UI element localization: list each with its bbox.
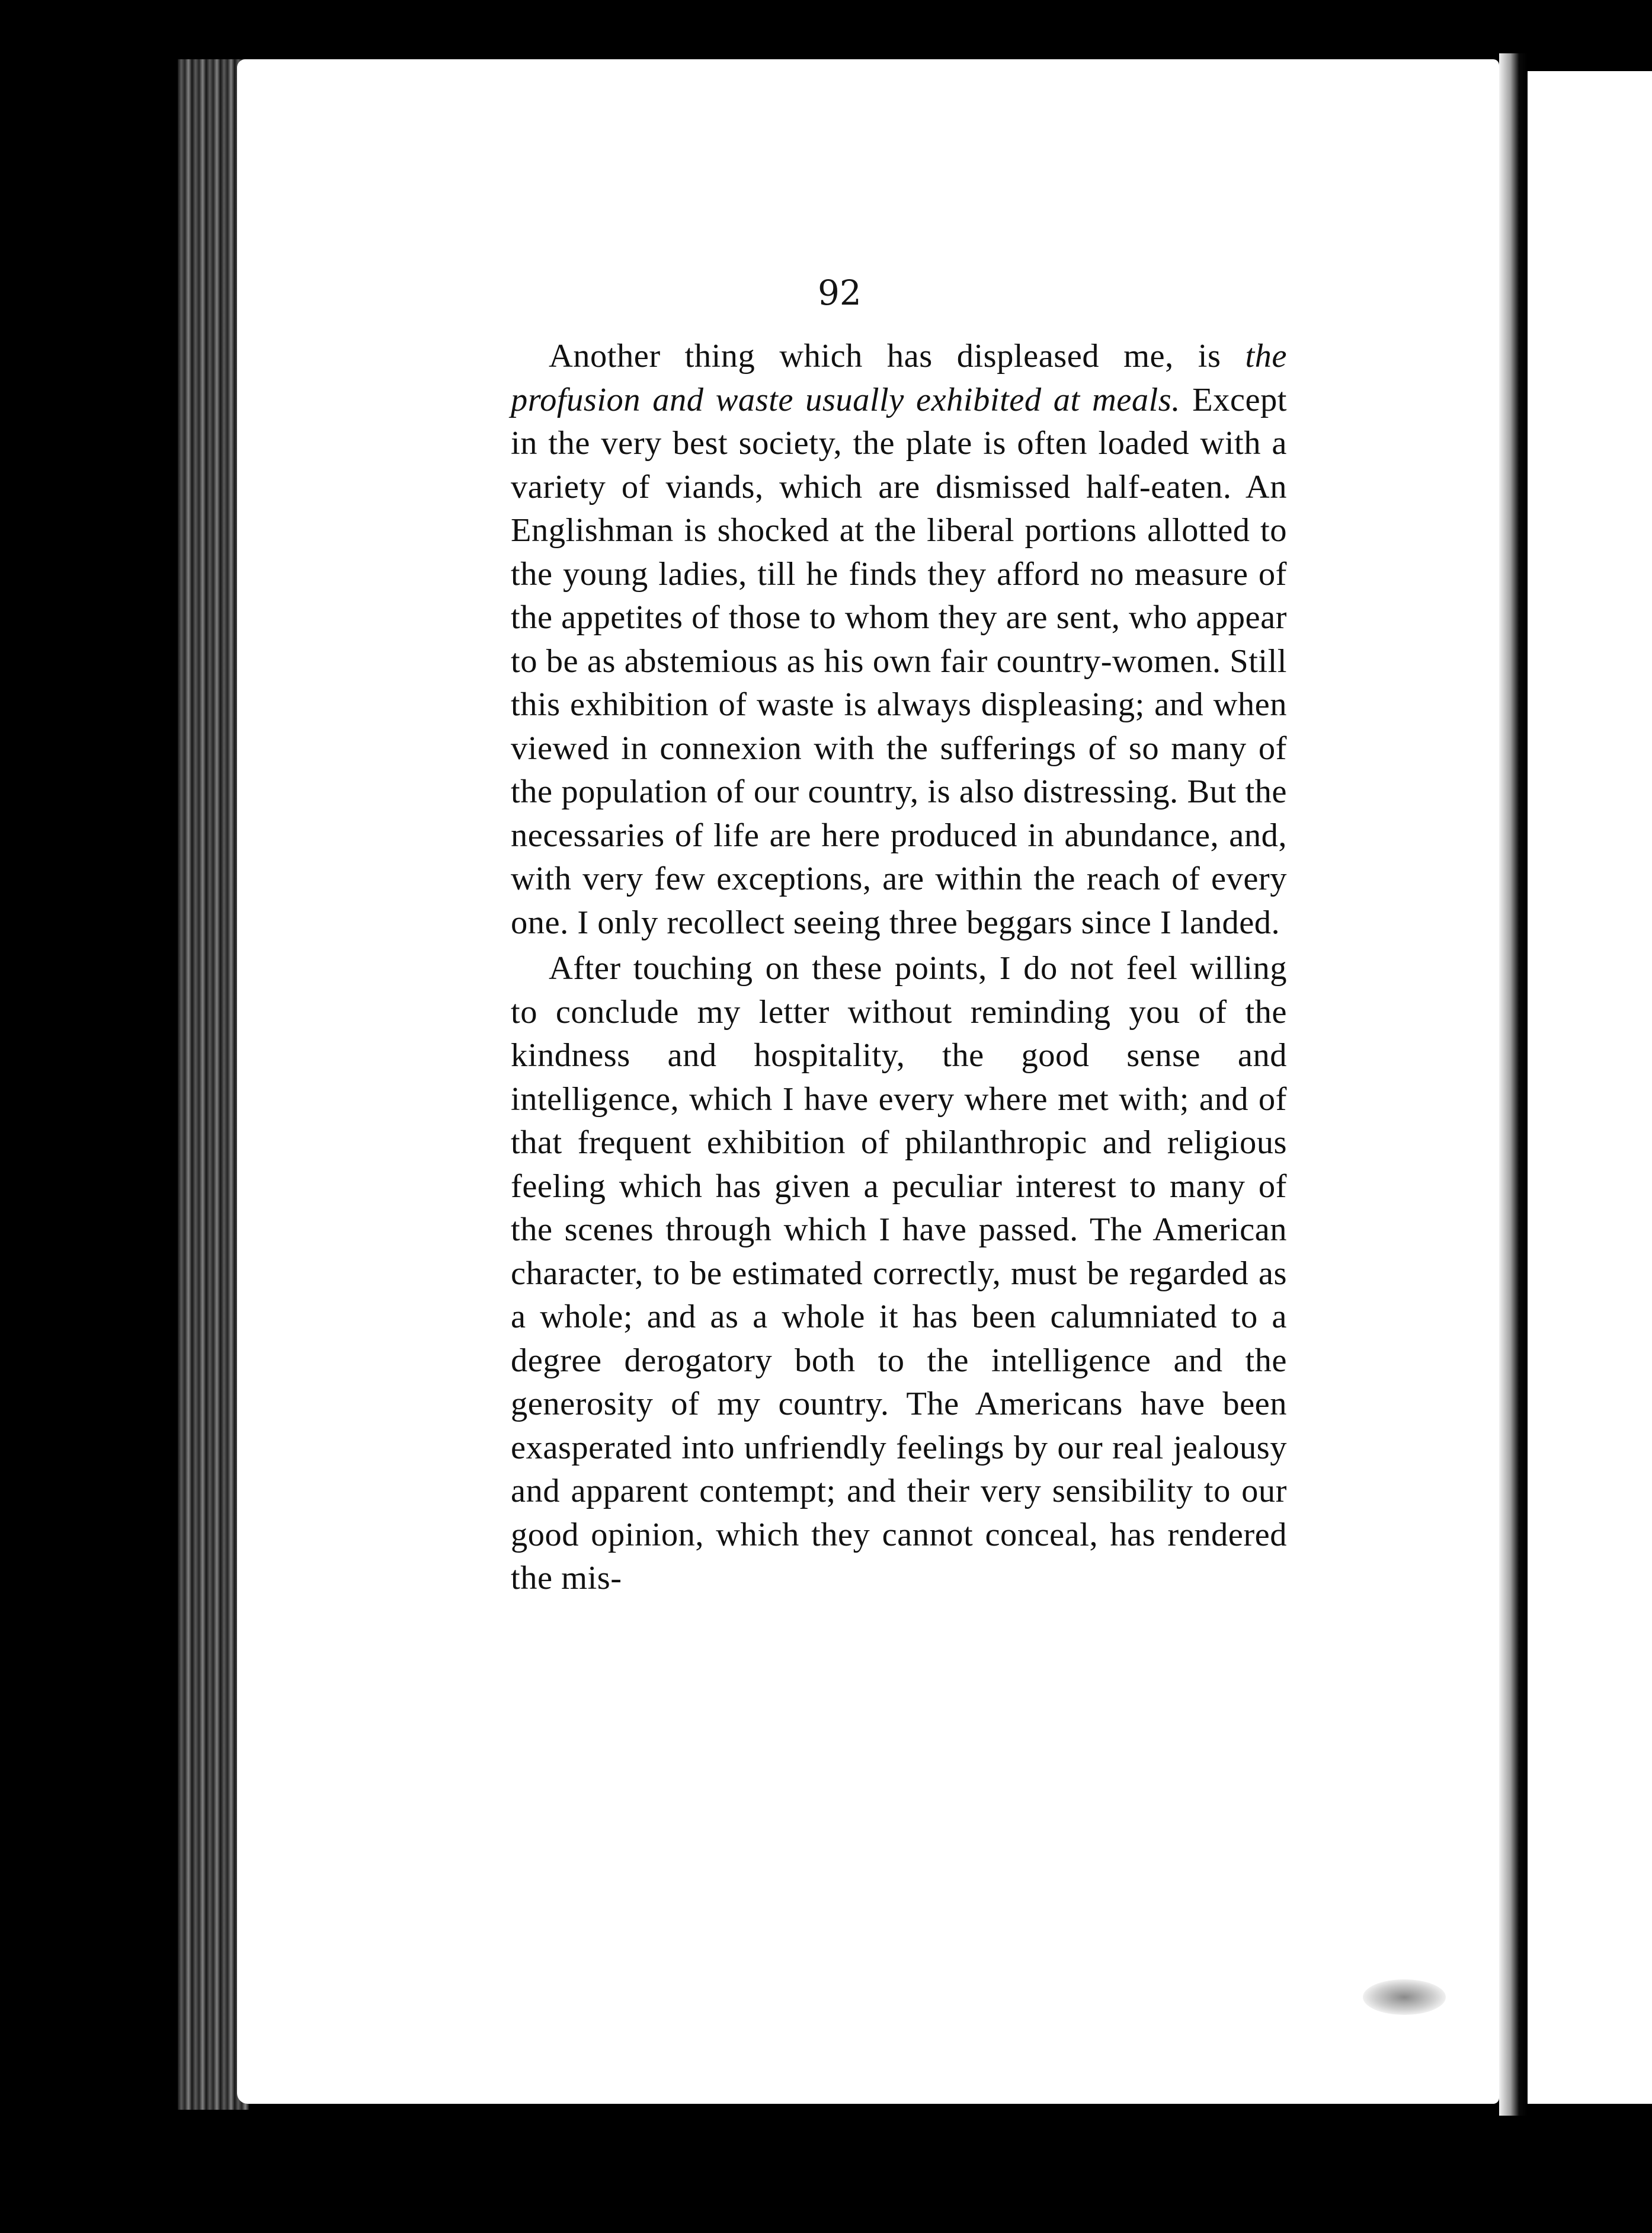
page-smudge <box>1363 1979 1446 2015</box>
paragraph-1-emphasis: the profusion and waste usually exhibited at meals. <box>511 338 1287 418</box>
paragraph-1-lead: Another thing which has displeased me, is <box>549 338 1246 375</box>
paragraph-1-rest: Except in the very best society, the plate is often loaded with a variety of viands, which are dismissed half-eaten. An Englishman is shocked at the liberal portions allotted to the young ladies, till he finds they afford no measure of the appetites of those to whom they are sent, who appear to be as abstemious as his own fair country-women. Still this exhibition of waste is always displeasing; and when viewed in connexion with the sufferings of so many of the population of our country, is also distressing. But the necessaries of life are here produced in abundance, and, with very few exceptions, are within the reach of every one. I only recollect seeing three beggars since I landed. <box>511 381 1287 941</box>
paragraph-1 <box>511 335 1287 945</box>
paragraph-2: After touching on these points, I do not feel willing to conclude my letter without reminding you of the kindness and hospitality, the good sense and intelligence, which I have every where met with; and of that frequent exhibition of philanthropic and religious feeling which has given a peculiar interest to many of the scenes through which I have passed. The American character, to be estimated correctly, must be regarded as a whole; and as a whole it has been calumniated to a degree derogatory both to the intelligence and the generosity of my country. The Americans have been exasperated into unfriendly feelings by our real jealousy and apparent contempt; and their very sensibility to our good opinion, which they cannot conceal, has rendered the mis- <box>511 950 1287 1597</box>
facing-page-edge <box>1528 71 1652 2104</box>
book-gutter <box>1499 53 1528 2116</box>
page-number: 92 <box>818 273 862 313</box>
body-text <box>511 335 1287 1601</box>
